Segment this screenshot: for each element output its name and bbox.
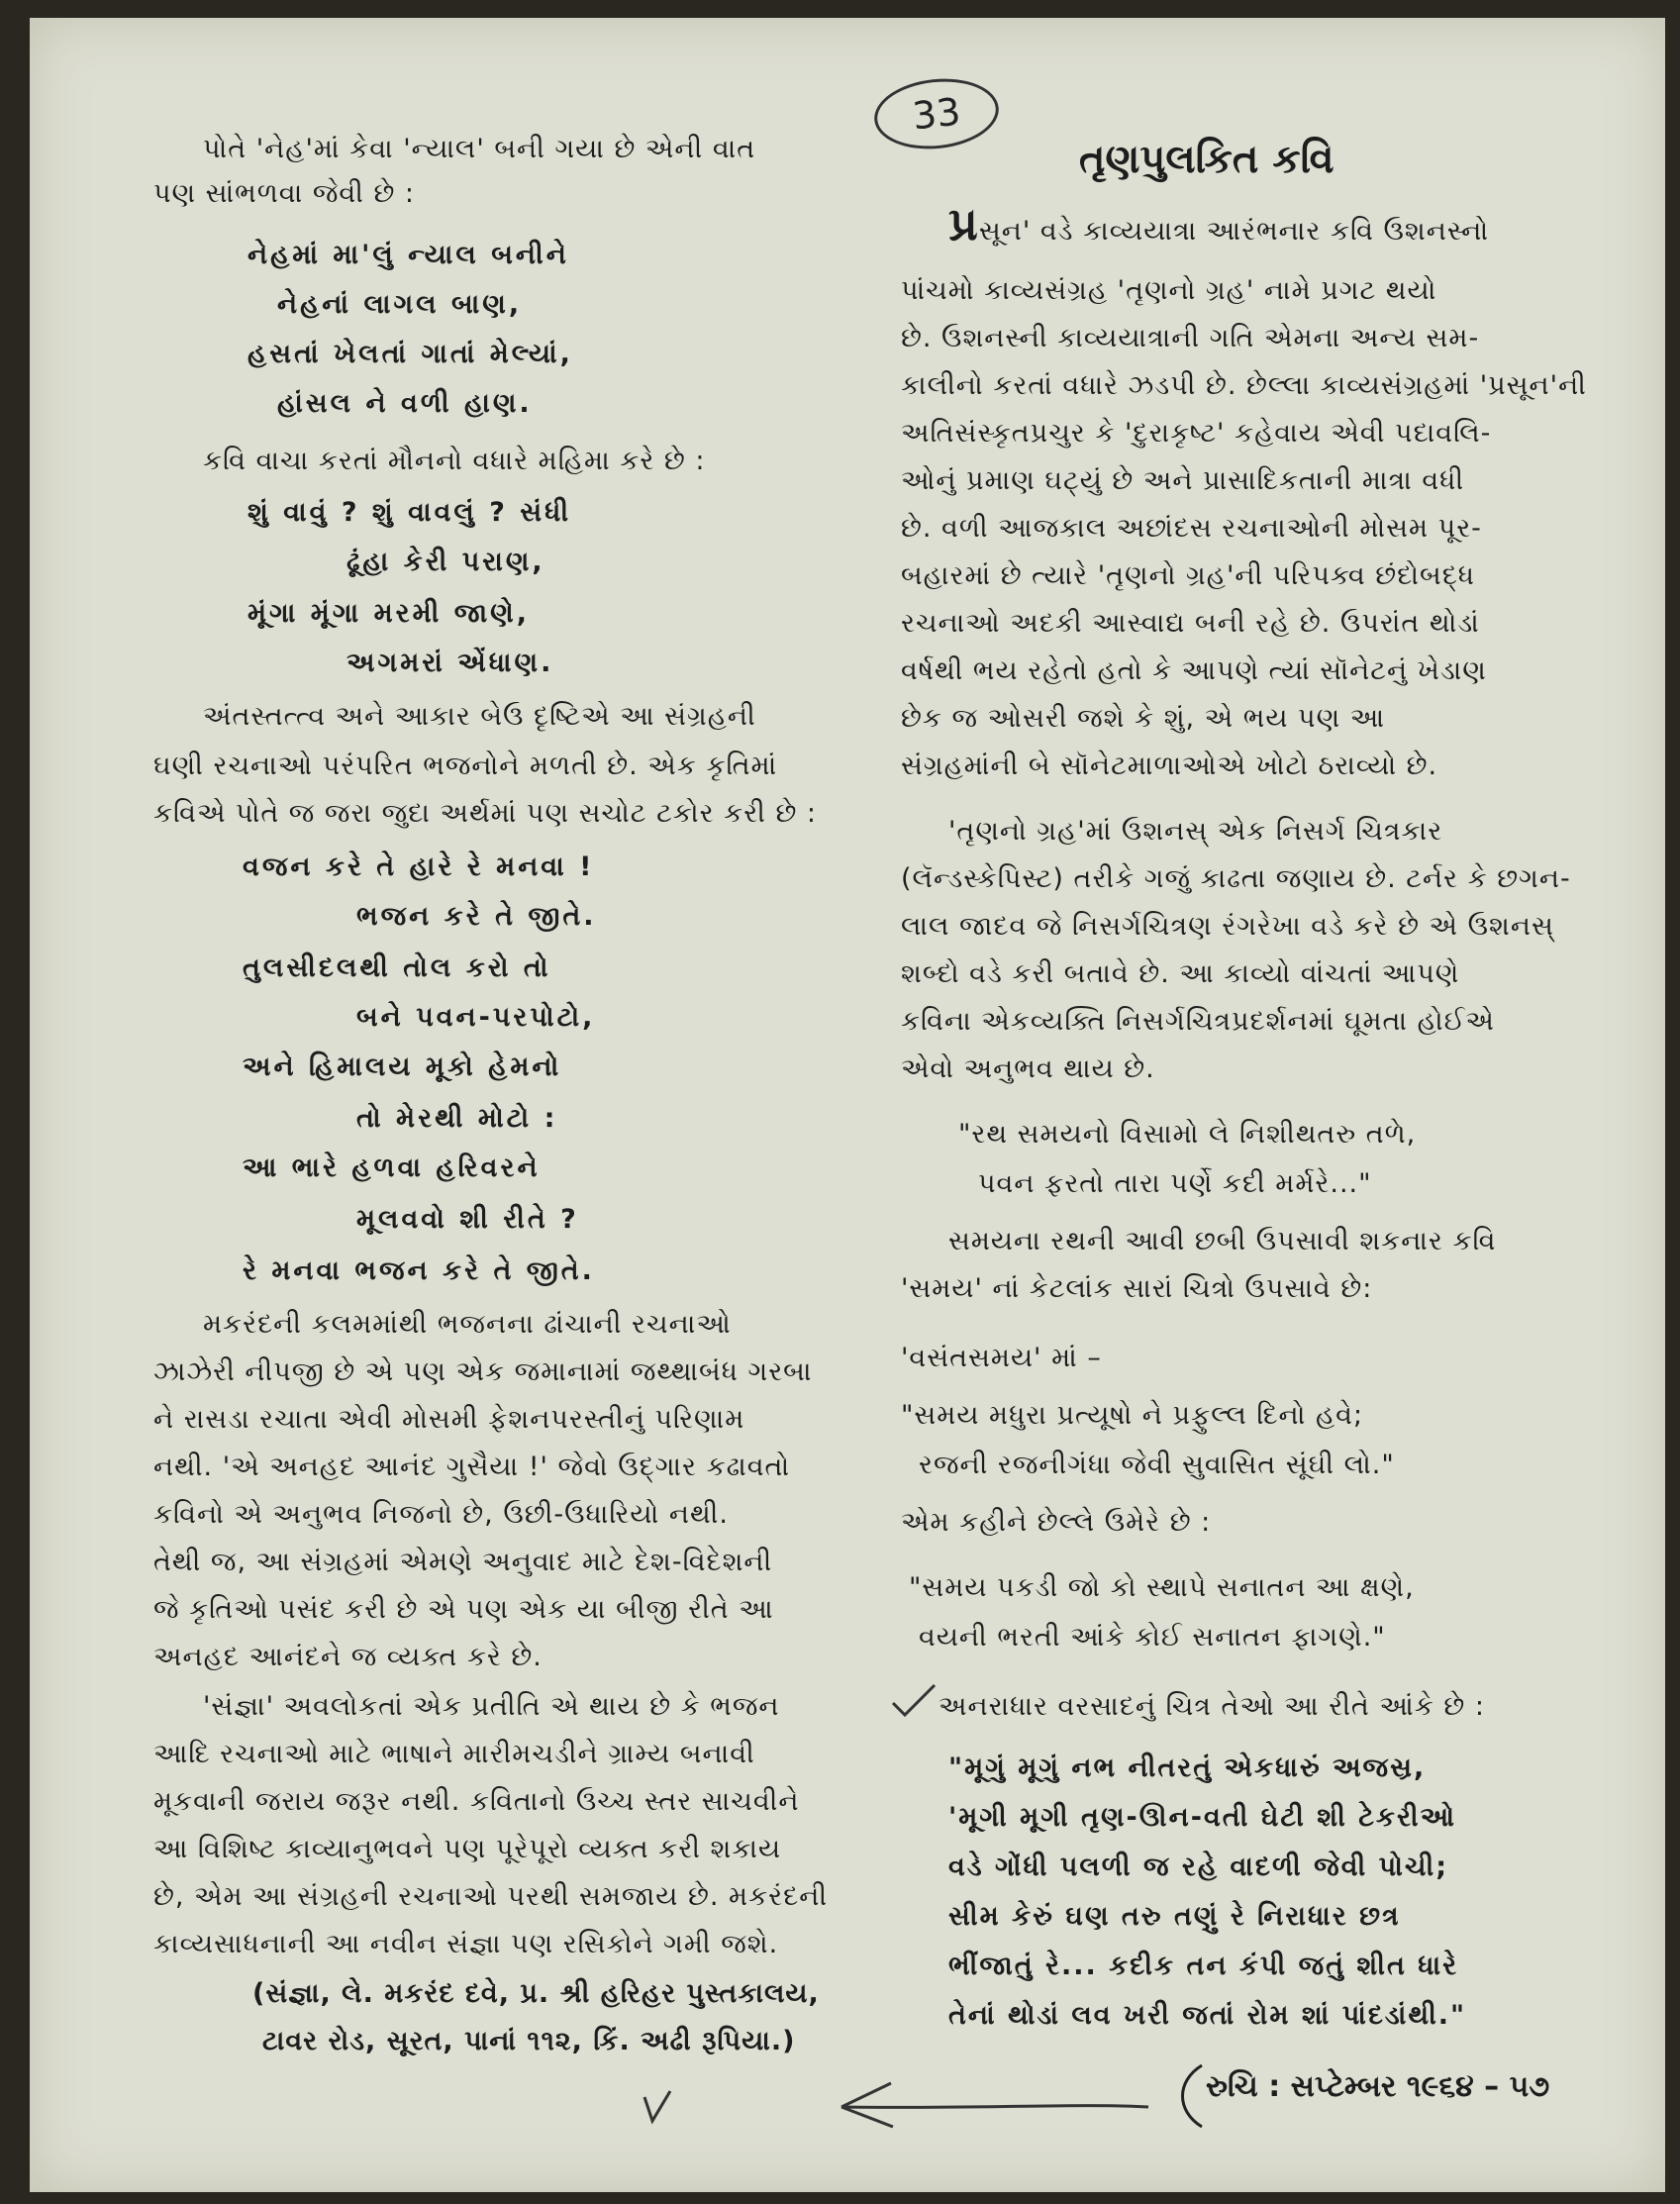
para-line: છે. ઉશનસ્ની કાવ્યયાત્રાની ગતિ એમના અન્ય સમ-: [901, 323, 1480, 353]
verse-line: તો મેરથી મોટો :: [356, 1103, 558, 1134]
quote-line: રજની રજનીગંધા જેવી સુવાસિત સૂંઘી લો.": [919, 1450, 1395, 1480]
quote-line: "સમય મધુરા પ્રત્યૂષો ને પ્રફુલ્લ દિનો હવે;: [901, 1400, 1364, 1431]
para-line: મકરંદની કલમમાંથી ભજનના ઢાંચાની રચનાઓ: [203, 1309, 732, 1340]
para-line: કવિએ પોતે જ જરા જુદા અર્થમાં પણ સચોટ ટકોર કરી છે :: [153, 798, 818, 829]
para-line: એમ કહીને છેલ્લે ઉમેરે છે :: [901, 1507, 1212, 1538]
magazine-page: [30, 18, 1665, 2192]
para-line: કાલીનો કરતાં વધારે ઝડપી છે. છેલ્લા કાવ્યસંગ્રહમાં 'પ્રસૂન'ની: [901, 370, 1587, 401]
verse-line: અગમરાં એંધાણ.: [346, 648, 554, 678]
para-line: જે કૃતિઓ પસંદ કરી છે એ પણ એક યા બીજી રીતે આ: [153, 1594, 774, 1625]
para-line: ને રાસડા રચાતા એવી મોસમી ફેશનપરસ્તીનું પરિણામ: [153, 1404, 745, 1435]
verse-line: ઢૂંહા કેરી પરાણ,: [346, 547, 545, 577]
quote-line: "રથ સમયનો વિસામો લે નિશીથતરુ તળે,: [958, 1119, 1417, 1150]
article-title: તૃણપુલકિત કવિ: [1079, 137, 1334, 182]
para-line: અતિસંસ્કૃતપ્રચુર કે 'દુરાકૃષ્ટ' કહેવાય એવી પદાવલિ-: [901, 418, 1492, 449]
verse-line: હાંસલ ને વળી હાણ.: [277, 388, 533, 419]
para-line: સમયના રથની આવી છબી ઉપસાવી શકનાર કવિ: [948, 1226, 1497, 1256]
para-line: તેથી જ, આ સંગ્રહમાં એમણે અનુવાદ માટે દેશ-વિદેશની: [153, 1547, 773, 1577]
verse-line: અને હિમાલય મૂકો હેમનો: [243, 1052, 562, 1082]
checkmark-icon: [639, 2087, 678, 2127]
handwritten-page-number: 33: [871, 73, 1003, 155]
checkmark-icon: [889, 1681, 939, 1721]
verse-line: વજન કરે તે હારે રે મનવા !: [243, 852, 595, 882]
book-citation-line: (સંજ્ઞા, લે. મકરંદ દવે, પ્ર. શ્રી હરિહર પુસ્તકાલય,: [252, 1978, 820, 2009]
para-line: છે, એમ આ સંગ્રહની રચનાઓ પરથી સમજાય છે. મકરંદની: [153, 1881, 829, 1912]
quote-line: વડે ગોંધી પલળી જ રહે વાદળી જેવી પોચી;: [948, 1852, 1449, 1882]
para-line: સંગ્રહમાંની બે સૉનેટમાળાઓએ ખોટો ઠરાવ્યો છે.: [901, 751, 1438, 781]
book-citation-line: ટાવર રોડ, સૂરત, પાનાં ૧૧૨, કિં. અઢી રૂપિયા.): [262, 2026, 796, 2056]
bracket-mark: [1168, 2061, 1208, 2131]
quote-line: "સમય પકડી જો કો સ્થાપે સનાતન આ ક્ષણે,: [909, 1572, 1415, 1603]
drop-cap: પ્ર: [948, 197, 979, 250]
para-line: છે. વળી આજકાલ અછાંદસ રચનાઓની મોસમ પૂર-: [901, 513, 1482, 544]
para-line: પણ સાંભળવા જેવી છે :: [153, 178, 416, 209]
verse-line: તુલસીદલથી તોલ કરો તો: [243, 952, 551, 983]
verse-line: ભજન કરે તે જીતે.: [356, 901, 597, 932]
footer-issue-line: રુચિ : સપ્ટેમ્બર ૧૯૬૪ – ૫૭: [1206, 2069, 1550, 2104]
verse-line: બને પવન-પરપોટો,: [356, 1002, 596, 1033]
quote-line: ભીંજાતું રે... કદીક તન કંપી જતું શીત ધારે: [948, 1951, 1459, 1981]
para-line: પોતે 'નેહ'માં કેવા 'ન્યાલ' બની ગયા છે એની વાત: [203, 134, 756, 164]
para-line: કવિ વાચા કરતાં મૌનનો વધારે મહિમા કરે છે :: [203, 446, 706, 476]
para-line: કાવ્યસાધનાની આ નવીન સંજ્ઞા પણ રસિકોને ગમી જશે.: [153, 1929, 779, 1959]
para-line: અનરાધાર વરસાદનું ચિત્ર તેઓ આ રીતે આંકે છે :: [939, 1691, 1485, 1722]
para-line: પાંચમો કાવ્યસંગ્રહ 'તૃણનો ગ્રહ' નામે પ્રગટ થયો: [901, 275, 1437, 306]
para-line: આ વિશિષ્ટ કાવ્યાનુભવને પણ પૂરેપૂરો વ્યક્ત કરી શકાય: [153, 1834, 782, 1864]
para-line: શબ્દો વડે કરી બતાવે છે. આ કાવ્યો વાંચતાં આપણે: [901, 958, 1460, 989]
verse-line: શું વાવું ? શું વાવલું ? સંધી: [247, 497, 572, 528]
quote-line: તેનાં થોડાં લવ ખરી જતાં રોમ શાં પાંદડાંથી.": [948, 2000, 1467, 2031]
verse-line: નેહમાં મા'લું ન્યાલ બનીને: [247, 240, 569, 270]
para-line: વર્ષથી ભય રહેતો હતો કે આપણે ત્યાં સૉનેટનું ખેડાણ: [901, 655, 1487, 686]
verse-line: નેહનાં લાગલ બાણ,: [277, 289, 523, 320]
verse-line: રે મનવા ભજન કરે તે જીતે.: [243, 1255, 595, 1286]
quote-line: વયની ભરતી આંકે કોઈ સનાતન ફાગણે.": [919, 1622, 1386, 1653]
para-line-first: પ્રસૂન' વડે કાવ્યયાત્રા આરંભનાર કવિ ઉશનસ્નો: [948, 197, 1490, 250]
quote-line: 'મૂગી મૂગી તૃણ-ઊન-વતી ઘેટી શી ટેકરીઓ: [948, 1802, 1456, 1833]
verse-line: મૂલવવો શી રીતે ?: [356, 1204, 579, 1235]
para-line: ઓનું પ્રમાણ ઘટ્યું છે અને પ્રાસાદિકતાની માત્રા વધી: [901, 465, 1465, 496]
verse-line: આ ભારે હળવા હરિવરને: [243, 1152, 541, 1183]
quote-line: સીમ કેરું ઘણ તરુ તણું રે નિરાધાર છત્ર: [948, 1901, 1401, 1932]
quote-line: પવન ફરતો તારા પર્ણે કદી મર્મરે...": [978, 1168, 1372, 1199]
para-line: રચનાઓ અદકી આસ્વાદ્ય બની રહે છે. ઉપરાંત થોડાં: [901, 608, 1480, 639]
para-line: 'વસંતસમય' માં –: [901, 1343, 1102, 1373]
para-line: નથી. 'એ અનહદ આનંદ ગુસૈયા !' જેવો ઉદ્ગાર કઢાવતો: [153, 1452, 791, 1482]
para-line: 'તૃણનો ગ્રહ'માં ઉશનસ્ એક નિસર્ગ ચિત્રકાર: [948, 816, 1443, 847]
para-line: આદિ રચનાઓ માટે ભાષાને મારીમચડીને ગ્રામ્ય બનાવી: [153, 1739, 755, 1769]
para-line: લાલ જાદવ જે નિસર્ગચિત્રણ રંગરેખા વડે કરે છે એ ઉશનસ્: [901, 911, 1554, 942]
para-line: બહારમાં છે ત્યારે 'તૃણનો ગ્રહ'ની પરિપક્વ છંદોબદ્ધ: [901, 560, 1475, 591]
quote-line: "મૂગું મૂગું નભ નીતરતું એકધારું અજસ્ર,: [948, 1753, 1427, 1783]
verse-line: હસતાં ખેલતાં ગાતાં મેલ્યાં,: [247, 339, 573, 369]
para-line: કવિનો એ અનુભવ નિજનો છે, ઉછી-ઉધારિયો નથી.: [153, 1499, 729, 1530]
para-line: અંતસ્તત્ત્વ અને આકાર બેઉ દૃષ્ટિએ આ સંગ્રહની: [203, 701, 756, 732]
para-line: ઘણી રચનાઓ પરંપરિત ભજનોને મળતી છે. એક કૃતિમાં: [153, 751, 778, 781]
para-line: મૂકવાની જરાય જરૂર નથી. કવિતાનો ઉચ્ચ સ્તર સાચવીને: [153, 1786, 800, 1817]
para-line: 'સમય' નાં કેટલાંક સારાં ચિત્રો ઉપસાવે છે:: [901, 1273, 1373, 1304]
para-line: (લૅન્ડસ્કેપિસ્ટ) તરીકે ગજું કાઢતા જણાય છે. ટર્નર કે છગન-: [901, 863, 1571, 894]
verse-line: મૂંગા મૂંગા મરમી જાણે,: [247, 598, 530, 629]
handwritten-arrow-icon: [782, 2067, 1158, 2137]
para-line: ઝાઝેરી નીપજી છે એ પણ એક જમાનામાં જથ્થાબંધ ગરબા: [153, 1356, 813, 1387]
para-line: એવો અનુભવ થાય છે.: [901, 1053, 1155, 1084]
para-line: કવિના એકવ્યક્તિ નિસર્ગચિત્રપ્રદર્શનમાં ઘૂમતા હોઈએ: [901, 1006, 1495, 1037]
para-line: છેક જ ઓસરી જશે કે શું, એ ભય પણ આ: [901, 703, 1386, 734]
para-line: અનહદ આનંદને જ વ્યક્ત કરે છે.: [153, 1642, 543, 1672]
para-line: 'સંજ્ઞા' અવલોકતાં એક પ્રતીતિ એ થાય છે કે ભજન: [203, 1691, 780, 1722]
